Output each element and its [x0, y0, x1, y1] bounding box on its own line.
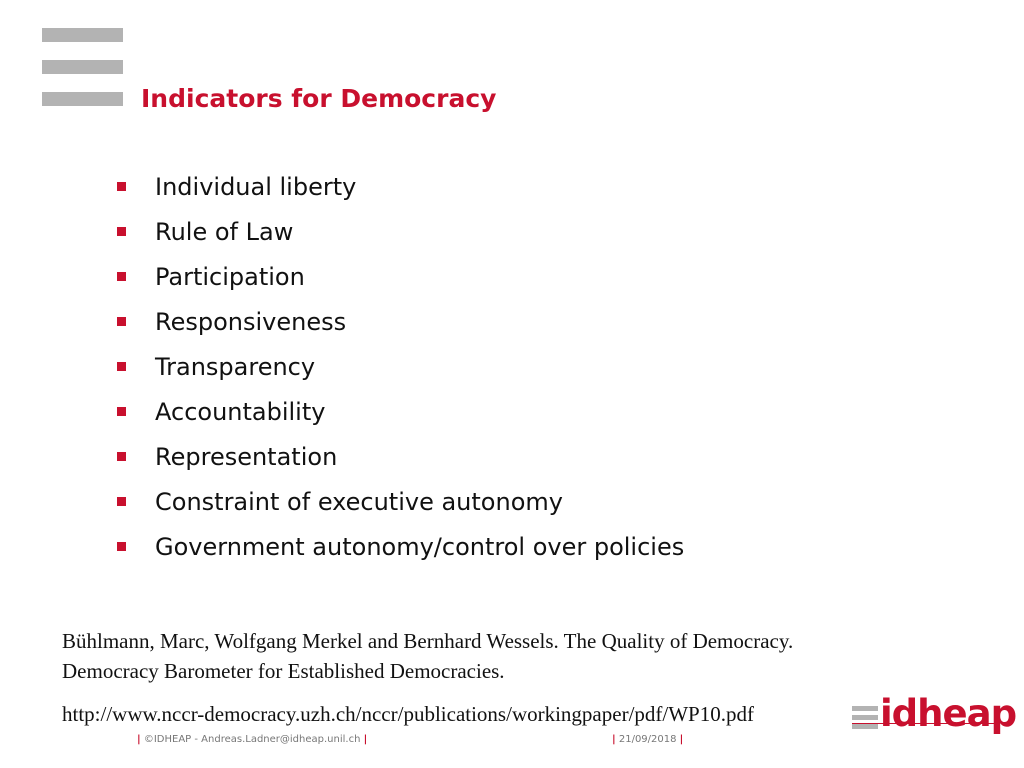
- footer-date-text: 21/09/2018: [618, 734, 677, 745]
- square-bullet-icon: [117, 362, 126, 371]
- footer-separator: |: [612, 734, 616, 745]
- logo-bar-middle: [42, 60, 123, 74]
- logo-bar-top: [42, 28, 123, 42]
- list-item-label: Accountability: [155, 398, 326, 426]
- square-bullet-icon: [117, 452, 126, 461]
- square-bullet-icon: [117, 542, 126, 551]
- footer-separator: |: [679, 734, 684, 745]
- footer-copyright: [137, 734, 367, 745]
- list-item-label: Individual liberty: [155, 173, 357, 201]
- citation-line-1: Bühlmann, Marc, Wolfgang Merkel and Bernhard Wessels. The Quality of Democracy.: [62, 629, 794, 653]
- slide-title: Indicators for Democracy: [141, 84, 497, 113]
- list-item-label: Representation: [155, 443, 338, 471]
- square-bullet-icon: [117, 272, 126, 281]
- list-item-label: Rule of Law: [155, 218, 294, 246]
- list-item-label: Transparency: [155, 353, 316, 381]
- mini-bar-bottom: [852, 724, 878, 729]
- brand-wordmark: idheap: [880, 692, 1017, 735]
- list-item-label: Responsiveness: [155, 308, 347, 336]
- list-item-label: Participation: [155, 263, 305, 291]
- reference-url-link[interactable]: http://www.nccr-democracy.uzh.ch/nccr/publications/workingpaper/pdf/WP10.pdf: [62, 702, 754, 726]
- footer-copyright-text: ©IDHEAP - Andreas.Ladner@idheap.unil.ch: [143, 734, 361, 745]
- square-bullet-icon: [117, 497, 126, 506]
- mini-bar-middle: [852, 715, 878, 720]
- mini-bar-top: [852, 706, 878, 711]
- footer-separator: |: [137, 734, 141, 745]
- list-item-label: Constraint of executive autonomy: [155, 488, 563, 516]
- list-item-label: Government autonomy/control over policies: [155, 533, 685, 561]
- logo-bar-bottom: [42, 92, 123, 106]
- citation-line-2: Democracy Barometer for Established Democracies.: [62, 659, 505, 683]
- footer-separator: |: [363, 734, 368, 745]
- square-bullet-icon: [117, 407, 126, 416]
- reference-citation: [62, 626, 793, 686]
- square-bullet-icon: [117, 182, 126, 191]
- square-bullet-icon: [117, 317, 126, 326]
- square-bullet-icon: [117, 227, 126, 236]
- footer-date: [612, 734, 683, 745]
